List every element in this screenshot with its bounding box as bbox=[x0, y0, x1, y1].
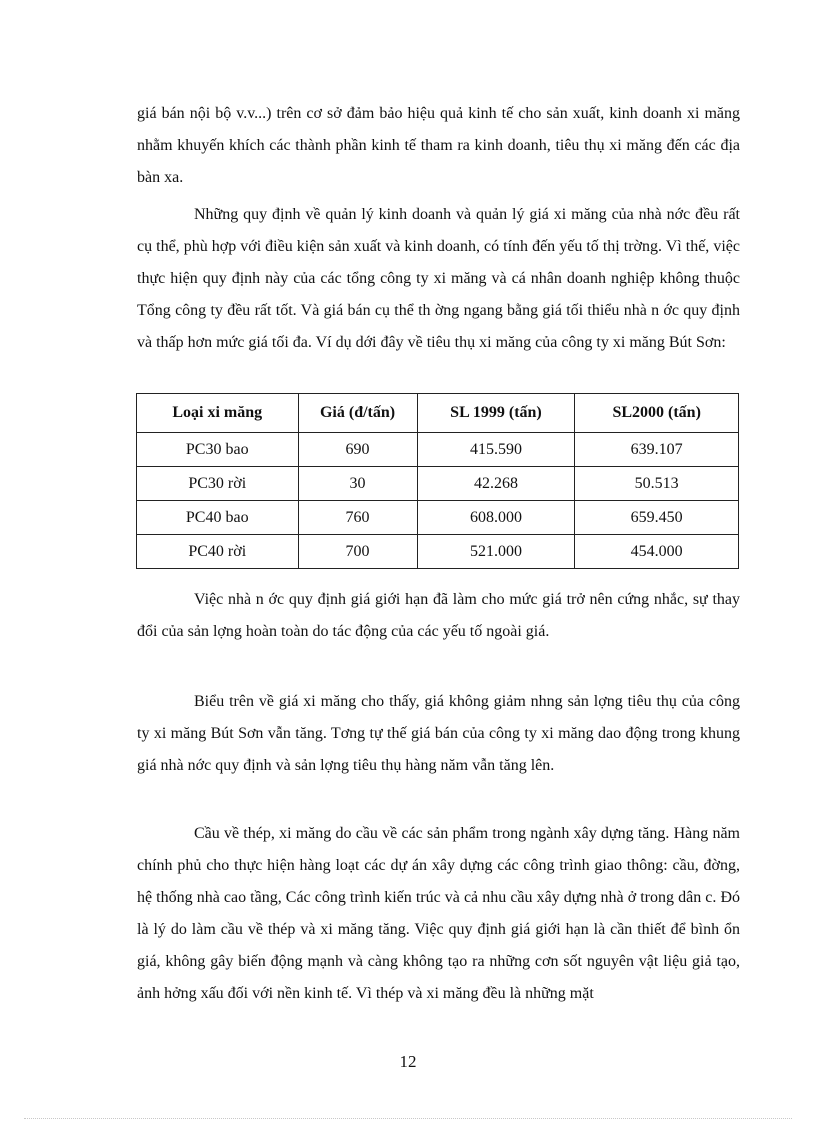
column-header: Loại xi măng bbox=[137, 394, 299, 433]
table-cell: 30 bbox=[298, 467, 417, 501]
paragraph: giá bán nội bộ v.v...) trên cơ sở đảm bảo hiệu quả kinh tế cho sản xuất, kinh doanh xi măng nhằm khuyến khích các thành phần kinh tế tham ra kinh doanh, tiêu thụ xi măng đến các địa bàn xa. bbox=[137, 105, 740, 186]
table-row bbox=[137, 535, 739, 569]
column-header: SL2000 (tấn) bbox=[575, 394, 739, 433]
table-cell: 42.268 bbox=[417, 467, 575, 501]
table-cell: PC30 bao bbox=[137, 433, 299, 467]
table-cell: 760 bbox=[298, 501, 417, 535]
column-header: SL 1999 (tấn) bbox=[417, 394, 575, 433]
table-header-row bbox=[137, 394, 739, 433]
table-cell: 415.590 bbox=[417, 433, 575, 467]
table-cell: 521.000 bbox=[417, 535, 575, 569]
table-cell: 608.000 bbox=[417, 501, 575, 535]
table-row bbox=[137, 467, 739, 501]
table-cell: 639.107 bbox=[575, 433, 739, 467]
column-header: Giá (đ/tấn) bbox=[298, 394, 417, 433]
cement-sales-table bbox=[136, 393, 739, 569]
table-cell: PC40 bao bbox=[137, 501, 299, 535]
table-cell: 659.450 bbox=[575, 501, 739, 535]
paragraph: Biểu trên về giá xi măng cho thấy, giá không giảm nhng sản lợng tiêu thụ của công ty xi măng Bút Sơn vẫn tăng. Tơng tự thế giá bán của công ty xi măng dao động trong khung giá nhà nớc quy định và sản lợng tiêu thụ hàng năm vẫn tăng lên. bbox=[137, 693, 740, 774]
page-number: 12 bbox=[399, 1052, 417, 1071]
paragraph: Những quy định về quản lý kinh doanh và quản lý giá xi măng của nhà nớc đều rất cụ thể, phù hợp với điều kiện sản xuất và kinh doanh, có tính đến yếu tố thị trờng. Vì thế, việc thực hiện quy định này của các tổng công ty xi măng và cá nhân doanh nghiệp không thuộc Tổng công ty đều rất tốt. Và giá bán cụ thể th ờng ngang bằng giá tối thiểu nhà n ớc quy định và thấp hơn mức giá tối đa. Ví dụ dới đây về tiêu thụ xi măng của công ty xi măng Bút Sơn: bbox=[137, 206, 740, 351]
paragraph: Cầu về thép, xi măng do cầu về các sản phẩm trong ngành xây dựng tăng. Hàng năm chính phủ cho thực hiện hàng loạt các dự án xây dựng các công trình giao thông: cầu, đờng, hệ thống nhà cao tầng, Các công trình kiến trúc và cả nhu cầu xây dựng nhà ở trong dân c. Đó là lý do làm cầu về thép và xi măng tăng. Việc quy định giá giới hạn là cần thiết để bình ổn giá, không gây biến động mạnh và càng không tạo ra những cơn sốt nguyên vật liệu giả tạo, ảnh hởng xấu đối với nền kinh tế. Vì thép và xi măng đều là những mặt bbox=[137, 825, 740, 1002]
table-row bbox=[137, 433, 739, 467]
table-cell: PC30 rời bbox=[137, 467, 299, 501]
table-cell: 454.000 bbox=[575, 535, 739, 569]
table-cell: PC40 rời bbox=[137, 535, 299, 569]
table-cell: 700 bbox=[298, 535, 417, 569]
table-cell: 690 bbox=[298, 433, 417, 467]
paragraph: Việc nhà n ớc quy định giá giới hạn đã làm cho mức giá trở nên cứng nhắc, sự thay đổi của sản lợng hoàn toàn do tác động của các yếu tố ngoài giá. bbox=[137, 591, 740, 640]
footer-divider bbox=[24, 1118, 792, 1119]
table-cell: 50.513 bbox=[575, 467, 739, 501]
table-row bbox=[137, 501, 739, 535]
